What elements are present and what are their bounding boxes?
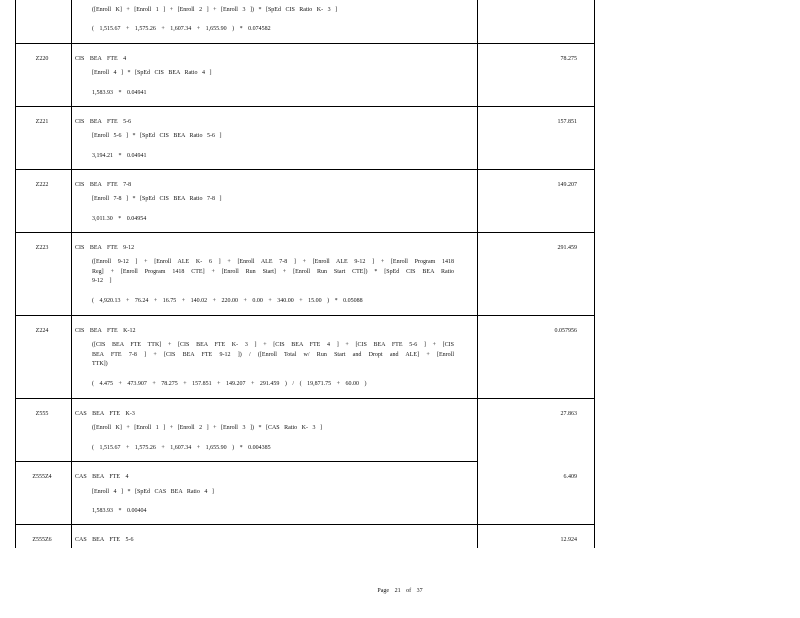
column-divider-left bbox=[15, 0, 16, 548]
row-label: CIS BEA FTE 5-6 bbox=[75, 119, 132, 125]
formula-text: [Enroll 4 ] * [SpEd CIS BEA Ratio 4 ] bbox=[92, 70, 212, 76]
row-label: CIS BEA FTE K-12 bbox=[75, 328, 136, 334]
formula-text: [Enroll 5-6 ] * [SpEd CIS BEA Ratio 5-6 ] bbox=[92, 133, 222, 139]
formula-text: [Enroll 7-8 ] * [SpEd CIS BEA Ratio 7-8 ] bbox=[92, 196, 222, 202]
total-pages: 37 bbox=[416, 588, 423, 594]
row-code: Z220 bbox=[35, 56, 49, 62]
formula-text: ([CIS BEA FTE TTK] + [CIS BEA FTE K- 3 ] + [CIS BEA FTE 4 ] + [CIS BEA FTE 5-6 ] + [CIS BEA FTE 7-8 ] + [CIS BEA FTE 9-12 ]) / ([Enroll Total w/ Run Start and Dropt and ALE] + [Enroll TTK]) bbox=[92, 342, 454, 368]
formula-text: [Enroll 4 ] * [SpEd CAS BEA Ratio 4 ] bbox=[92, 489, 214, 495]
formula-text: ([Enroll K] + [Enroll 1 ] + [Enroll 2 ] + [Enroll 3 ]) * [CAS Ratio K- 3 ] bbox=[92, 425, 322, 431]
row-code: Z555 bbox=[35, 411, 49, 417]
row-separator bbox=[15, 43, 594, 44]
row-separator bbox=[15, 232, 594, 233]
calculation-text: 1,583.93 * 0.04941 bbox=[92, 90, 147, 96]
row-value: 27.863 bbox=[560, 411, 577, 417]
row-separator bbox=[15, 461, 478, 462]
column-divider-code bbox=[71, 0, 72, 548]
calculation-text: ( 1,515.67 + 1,575.26 + 1,607.34 + 1,655.90 ) * 0.074582 bbox=[92, 26, 271, 32]
page-footer bbox=[0, 588, 800, 594]
row-separator bbox=[15, 106, 594, 107]
row-value: 78.275 bbox=[560, 56, 577, 62]
calculation-text: ( 1,515.67 + 1,575.26 + 1,607.34 + 1,655.90 ) * 0.004385 bbox=[92, 445, 271, 451]
calculation-text: 3,194.21 * 0.04941 bbox=[92, 153, 147, 159]
row-code: Z555Z4 bbox=[32, 474, 52, 480]
row-separator bbox=[15, 398, 594, 399]
column-divider-formula bbox=[477, 0, 478, 548]
calculation-text: ( 4.475 + 473.907 + 78.275 + 157.851 + 149.207 + 291.459 ) / ( 19,871.75 + 60.00 ) bbox=[92, 381, 367, 387]
row-separator bbox=[15, 169, 594, 170]
row-code: Z223 bbox=[35, 245, 49, 251]
page-number: 21 bbox=[394, 588, 401, 594]
calculation-text: 1,583.93 * 0.00404 bbox=[92, 508, 147, 514]
row-code: Z555Z6 bbox=[32, 537, 52, 543]
calculation-text: 3,011.30 * 0.04954 bbox=[92, 216, 147, 222]
formula-text: ([Enroll K] + [Enroll 1 ] + [Enroll 2 ] + [Enroll 3 ]) * [SpEd CIS Ratio K- 3 ] bbox=[92, 7, 338, 13]
row-code: Z224 bbox=[35, 328, 49, 334]
row-code: Z222 bbox=[35, 182, 49, 188]
row-label: CAS BEA FTE 5-6 bbox=[75, 537, 134, 543]
row-label: CIS BEA FTE 7-8 bbox=[75, 182, 132, 188]
row-separator bbox=[15, 524, 594, 525]
row-value: 149.207 bbox=[557, 182, 577, 188]
calculation-text: ( 4,920.13 + 76.24 + 16.75 + 140.02 + 220.00 + 0.00 + 340.00 + 15.00 ) * 0.05088 bbox=[92, 298, 363, 304]
column-divider-right bbox=[594, 0, 595, 548]
formula-text: ([Enroll 9-12 ] + [Enroll ALE K- 6 ] + [Enroll ALE 7-8 ] + [Enroll ALE 9-12 ] + [Enroll Program 1418 Reg] + [Enroll Program 1418 CTE] + [Enroll Run Start] + [Enroll Run Start CTE]) * [SpEd CIS BEA Ratio 9-12 ] bbox=[92, 259, 454, 285]
row-label: CIS BEA FTE 4 bbox=[75, 56, 127, 62]
row-label: CIS BEA FTE 9-12 bbox=[75, 245, 135, 251]
row-label: CAS BEA FTE 4 bbox=[75, 474, 129, 480]
row-label: CAS BEA FTE K-3 bbox=[75, 411, 135, 417]
row-value: 6.409 bbox=[563, 474, 577, 480]
row-value: 0.057956 bbox=[554, 328, 577, 334]
row-value: 291.459 bbox=[557, 245, 577, 251]
page-label: Page bbox=[377, 588, 390, 594]
row-value: 157.851 bbox=[557, 119, 577, 125]
row-separator bbox=[15, 315, 594, 316]
row-code: Z221 bbox=[35, 119, 49, 125]
row-value: 12.924 bbox=[560, 537, 577, 543]
of-label: of bbox=[406, 588, 412, 594]
